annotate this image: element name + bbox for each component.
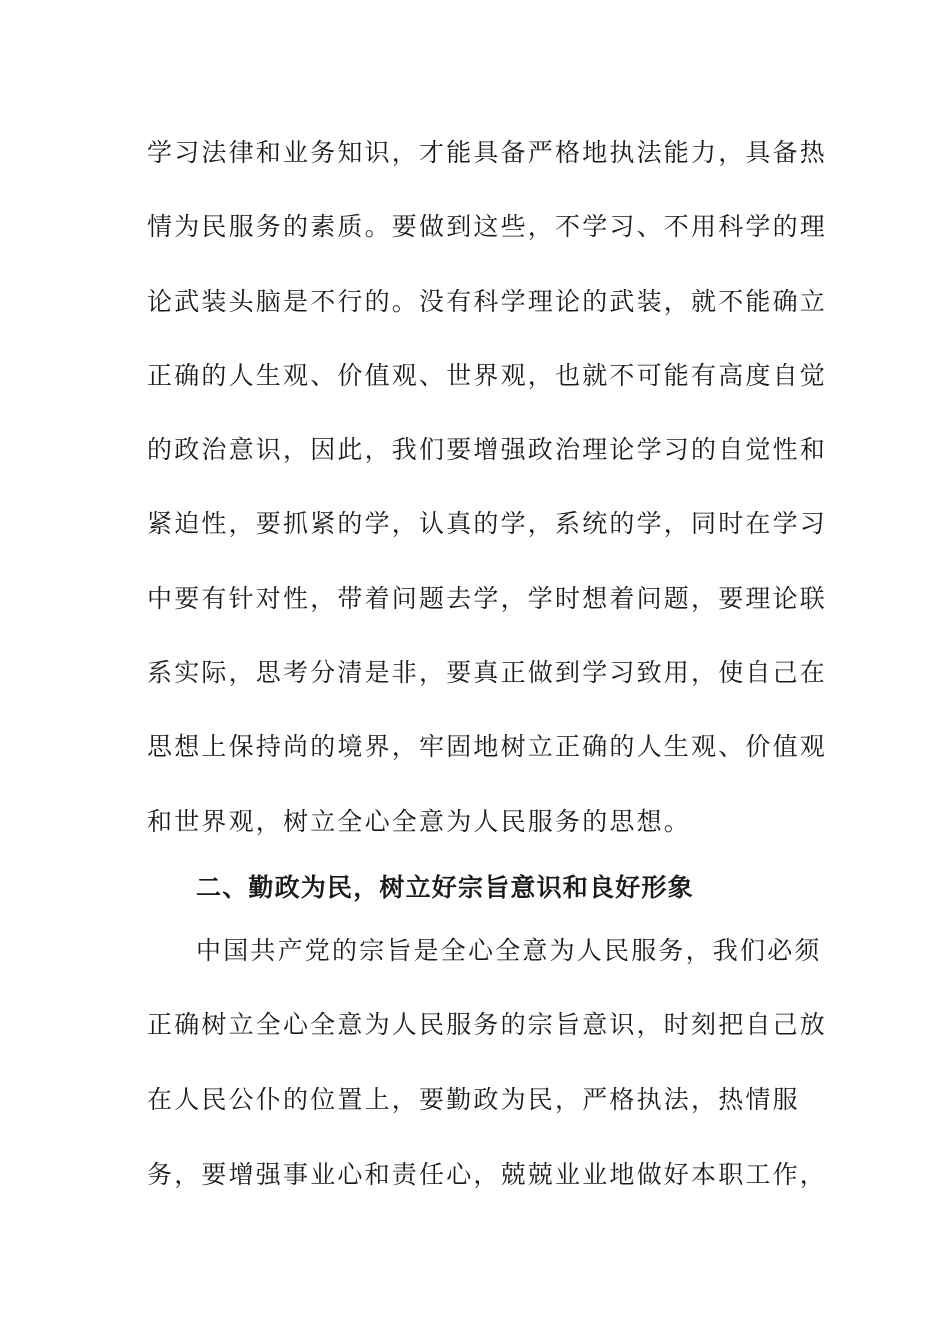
- paragraph-2-line-2: 正确树立全心全意为人民服务的宗旨意识，时刻把自己放: [147, 1010, 828, 1039]
- paragraph-1-line-8: 系实际，思考分清是非，要真正做到学习致用，使自己在: [147, 658, 828, 687]
- paragraph-1-line-10: 和世界观，树立全心全意为人民服务的思想。: [147, 807, 692, 836]
- paragraph-2-line-1: 中国共产党的宗旨是全心全意为人民服务，我们必须: [196, 936, 822, 965]
- paragraph-1-line-1: 学习法律和业务知识，才能具备严格地执法能力，具备热: [147, 138, 828, 167]
- paragraph-1-line-5: 的政治意识，因此，我们要增强政治理论学习的自觉性和: [147, 435, 828, 464]
- paragraph-1-line-3: 论武装头脑是不行的。没有科学理论的武装，就不能确立: [147, 287, 828, 316]
- paragraph-2-line-4: 务，要增强事业心和责任心，兢兢业业地做好本职工作，: [147, 1160, 828, 1189]
- paragraph-1-line-4: 正确的人生观、价值观、世界观，也就不可能有高度自觉: [147, 361, 828, 390]
- paragraph-2-line-3: 在人民公仆的位置上，要勤政为民，严格执法，热情服: [147, 1085, 800, 1114]
- paragraph-1-line-6: 紧迫性，要抓紧的学，认真的学，系统的学，同时在学习: [147, 509, 828, 538]
- paragraph-1-line-9: 思想上保持尚的境界，牢固地树立正确的人生观、价值观: [147, 732, 828, 761]
- paragraph-1-line-2: 情为民服务的素质。要做到这些，不学习、不用科学的理: [147, 212, 828, 241]
- section-heading: 二、勤政为民，树立好宗旨意识和良好形象: [196, 873, 694, 902]
- paragraph-1-line-7: 中要有针对性，带着问题去学，学时想着问题，要理论联: [147, 584, 828, 613]
